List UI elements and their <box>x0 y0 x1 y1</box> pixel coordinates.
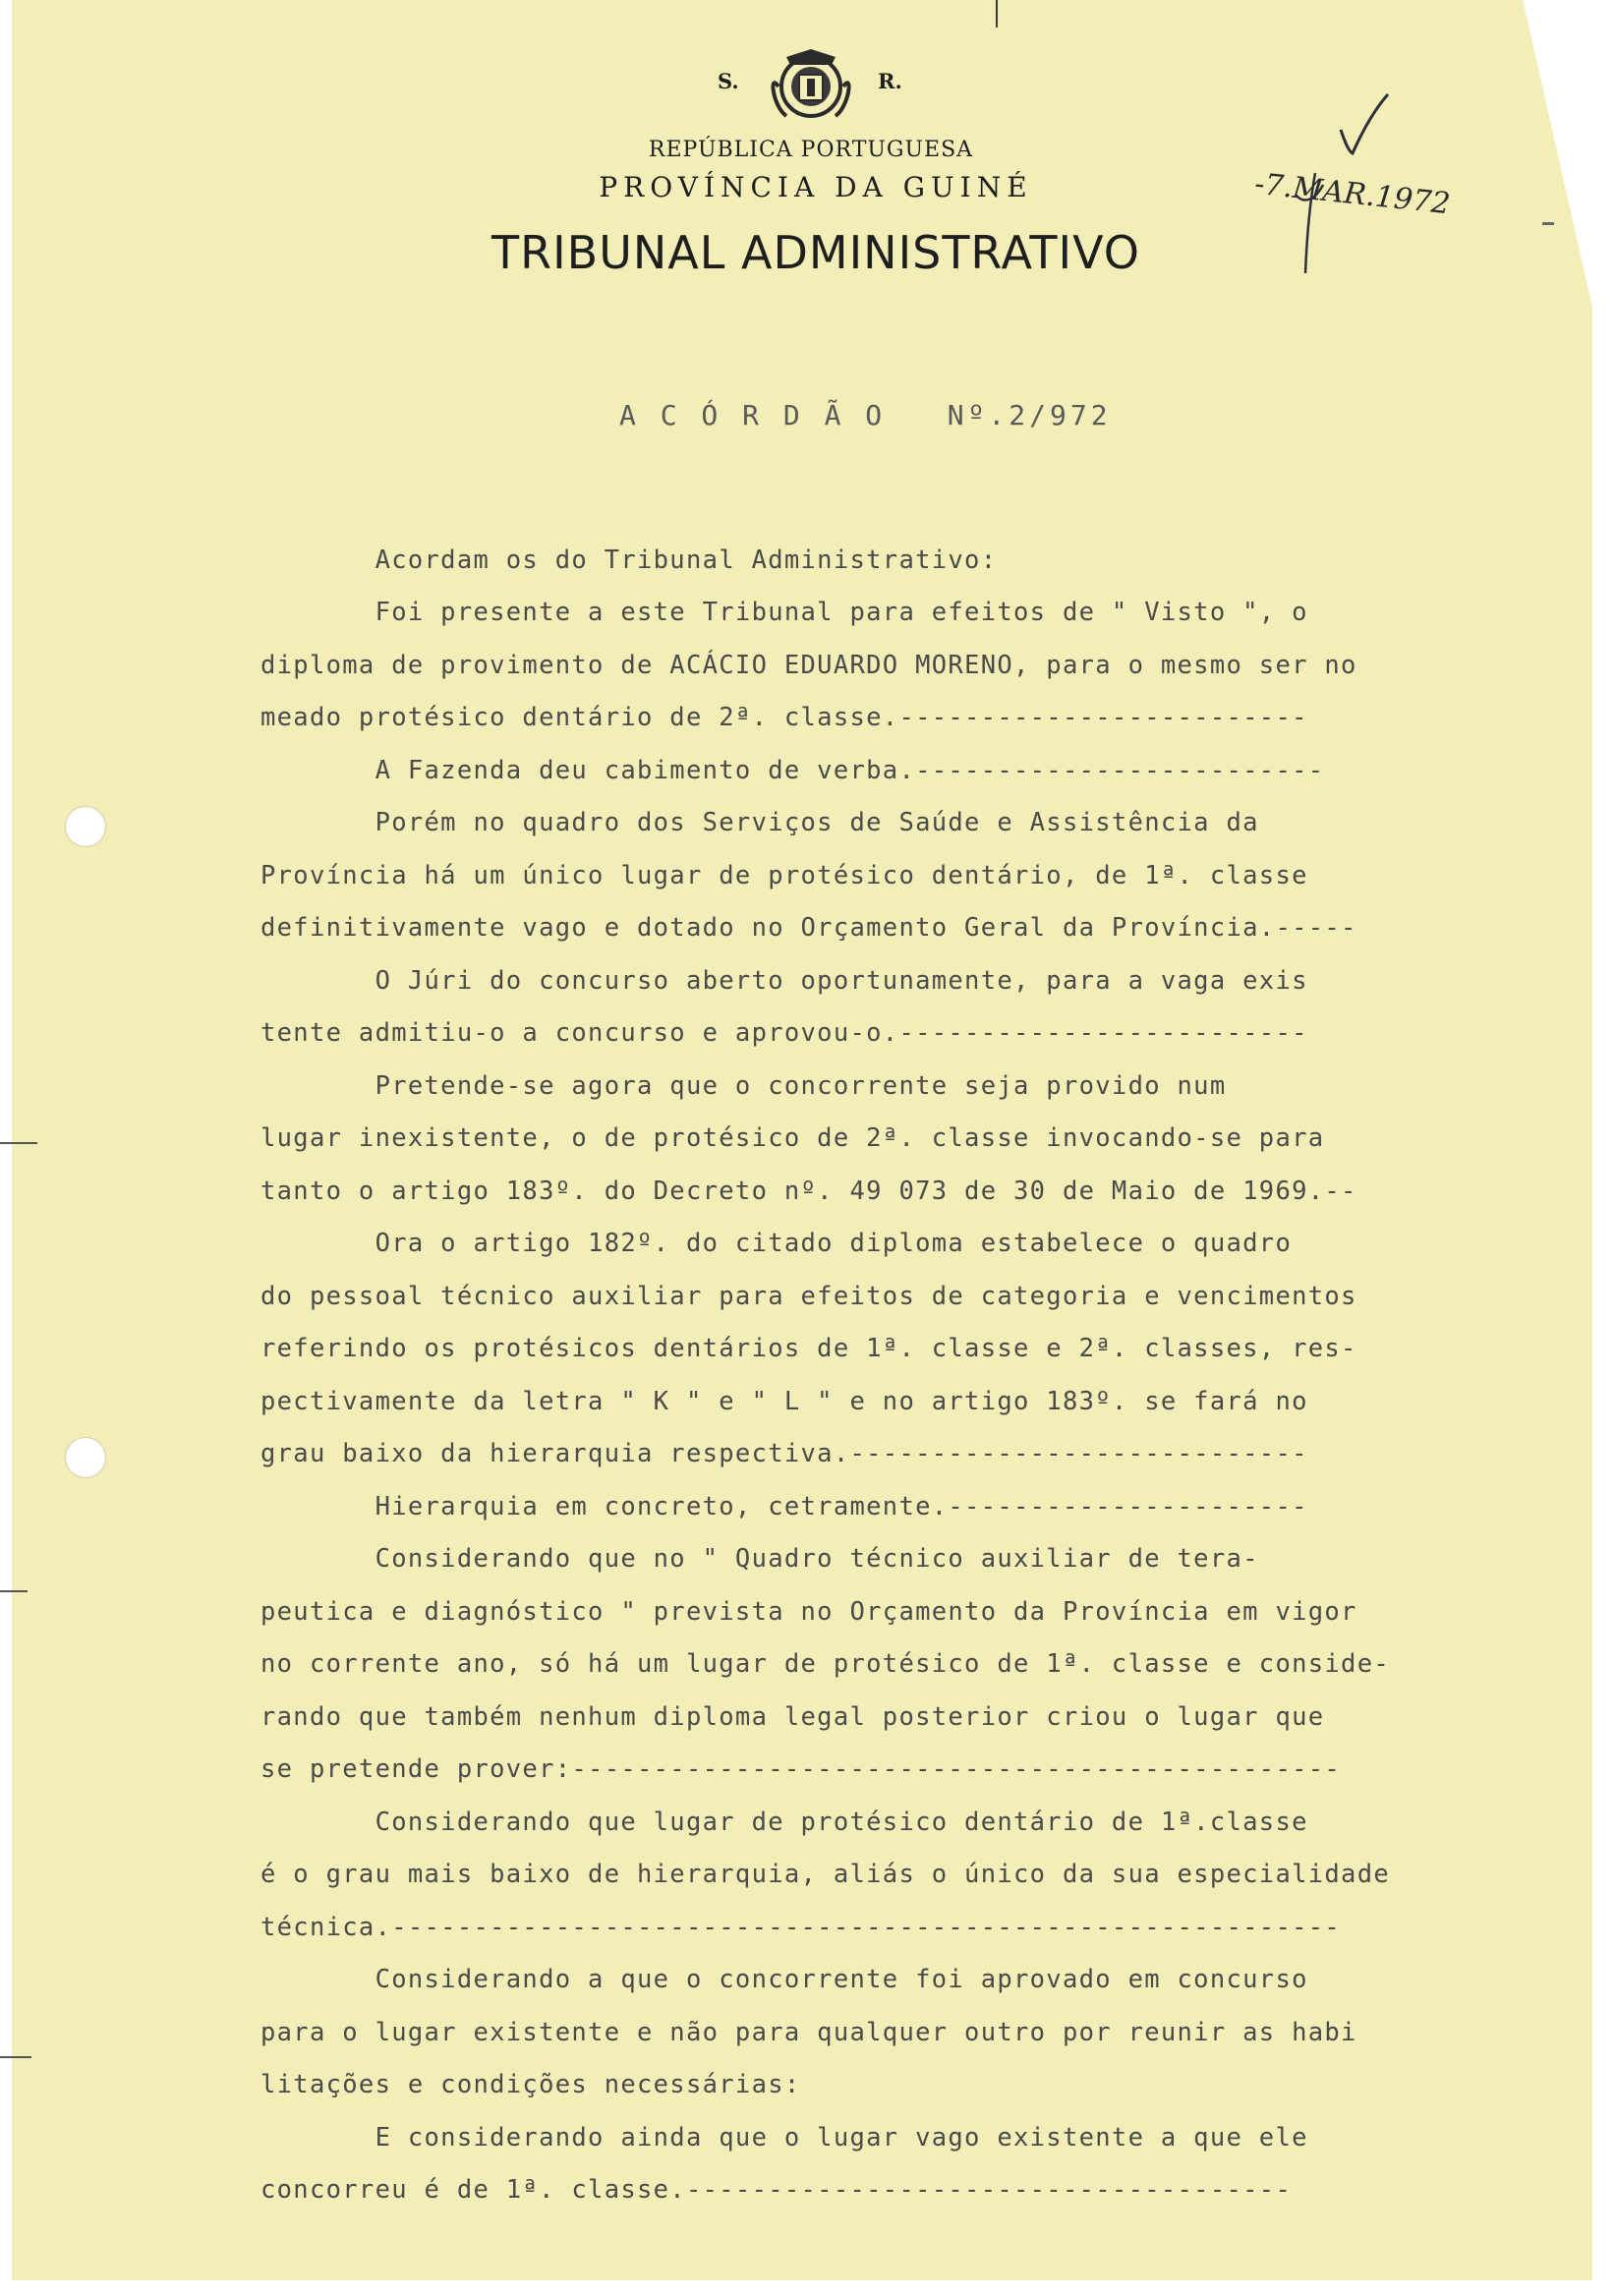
body-line: definitivamente vago e dotado no Orçamento Geral da Província.----- <box>260 913 1357 943</box>
header-left-letter: S. <box>718 69 739 93</box>
body-line: lugar inexistente, o de protésico de 2ª. classe invocando-se para <box>260 1123 1325 1153</box>
body-line: Porém no quadro dos Serviços de Saúde e Assistência da <box>260 808 1259 837</box>
body-line: A Fazenda deu cabimento de verba.------------------------- <box>260 756 1325 785</box>
body-line: Foi presente a este Tribunal para efeitos de " Visto ", o <box>260 598 1308 627</box>
body-line: do pessoal técnico auxiliar para efeitos de categoria e vencimentos <box>260 1282 1357 1311</box>
body-line: diploma de provimento de ACÁCIO EDUARDO MORENO, para o mesmo ser no <box>260 651 1357 680</box>
body-line: Hierarquia em concreto, cetramente.---------------------- <box>260 1492 1308 1521</box>
body-line: rando que também nenhum diploma legal posterior criou o lugar que <box>260 1702 1325 1732</box>
body-line: O Júri do concurso aberto oportunamente, para a vaga exis <box>260 966 1308 996</box>
body-line: referindo os protésicos dentários de 1ª. classe e 2ª. classes, res- <box>260 1334 1357 1363</box>
body-line: Considerando que no " Quadro técnico auxiliar de tera- <box>260 1544 1259 1574</box>
body-line: se pretende prover:----------------------------------------------- <box>260 1754 1342 1784</box>
body-line: técnica.---------------------------------------------------------- <box>260 1913 1342 1942</box>
header-right-letter: R. <box>878 69 902 93</box>
body-line: Província há um único lugar de protésico dentário, de 1ª. classe <box>260 861 1308 890</box>
body-line: Considerando que lugar de protésico dentário de 1ª.classe <box>260 1808 1308 1837</box>
body-line: tanto o artigo 183º. do Decreto nº. 49 073 de 30 de Maio de 1969.-- <box>260 1177 1357 1206</box>
punch-hole <box>65 1437 106 1478</box>
body-line: grau baixo da hierarquia respectiva.---------------------------- <box>260 1439 1308 1468</box>
body-line: concorreu é de 1ª. classe.------------------------------------- <box>260 2175 1293 2205</box>
body-line: no corrente ano, só há um lugar de protésico de 1ª. classe e conside- <box>260 1649 1391 1679</box>
body-line: E considerando ainda que o lugar vago existente a que ele <box>260 2123 1308 2152</box>
initials-icon <box>1286 165 1331 283</box>
coat-of-arms-icon <box>765 47 857 126</box>
body-line: é o grau mais baixo de hierarquia, aliás o único da sua especialidade <box>260 1860 1391 1889</box>
province-title: PROVÍNCIA DA GUINÉ <box>599 171 1033 203</box>
body-line: Considerando a que o concorrente foi aprovado em concurso <box>260 1965 1308 1994</box>
date-stamp: -7.MAR.1972 <box>1252 166 1452 222</box>
punch-hole <box>65 806 106 847</box>
body-line: litações e condições necessárias: <box>260 2070 801 2099</box>
body-line: meado protésico dentário de 2ª. classe.------------------------- <box>260 703 1308 732</box>
edge-mark <box>1542 222 1554 225</box>
margin-tick <box>0 2056 31 2058</box>
body-line: Pretende-se agora que o concorrente seja provido num <box>260 1071 1227 1101</box>
tribunal-title: TRIBUNAL ADMINISTRATIVO <box>491 226 1140 279</box>
top-edge-mark <box>996 0 998 28</box>
margin-tick <box>0 1590 28 1592</box>
margin-tick <box>0 1142 37 1144</box>
body-line: tente admitiu-o a concurso e aprovou-o.------------------------- <box>260 1018 1308 1048</box>
checkmark-icon <box>1335 90 1394 159</box>
body-line: Acordam os do Tribunal Administrativo: <box>260 545 998 575</box>
body-line: para o lugar existente e não para qualquer outro por reunir as habi <box>260 2018 1357 2047</box>
republic-title: REPÚBLICA PORTUGUESA <box>648 138 974 162</box>
document-title: A C Ó R D Ã O Nº.2/972 <box>619 399 1112 431</box>
body-line: pectivamente da letra " K " e " L " e no artigo 183º. se fará no <box>260 1387 1308 1416</box>
body-line: Ora o artigo 182º. do citado diploma estabelece o quadro <box>260 1229 1293 1258</box>
body-line: peutica e diagnóstico " prevista no Orçamento da Província em vigor <box>260 1597 1357 1627</box>
